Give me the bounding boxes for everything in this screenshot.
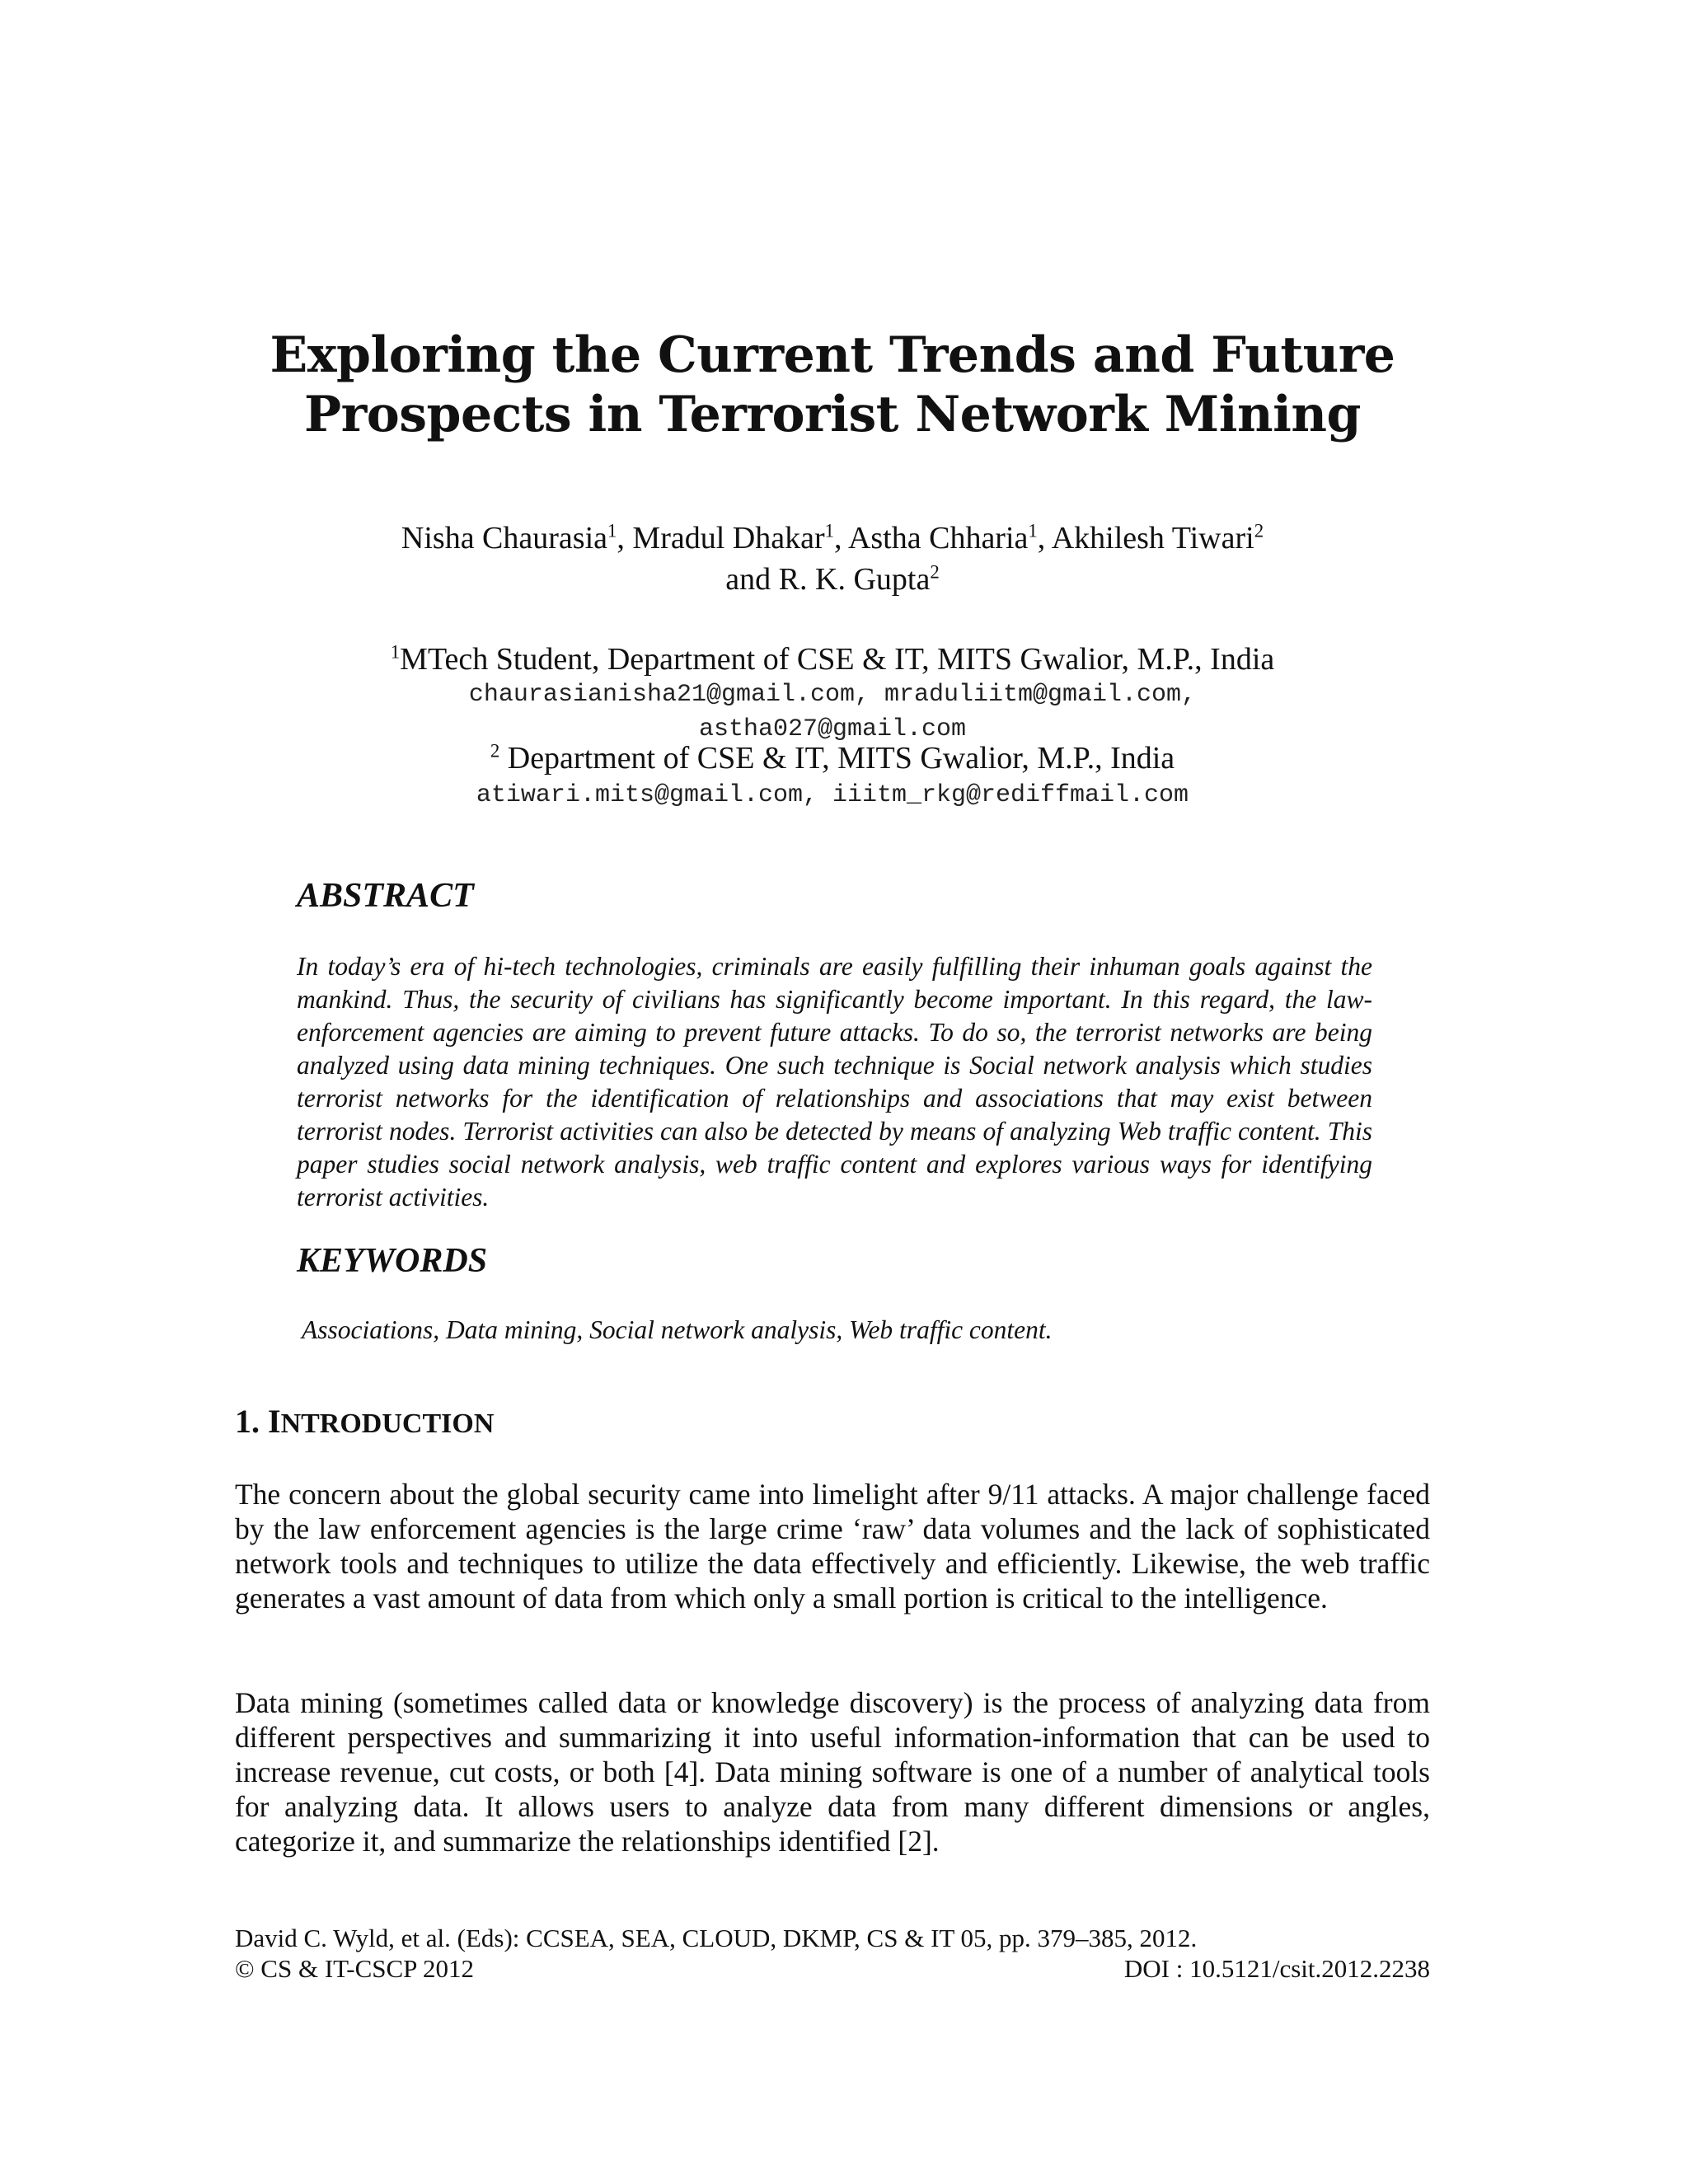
affiliation-1 [239, 641, 1426, 677]
author-affiliation-mark: 1 [1028, 520, 1038, 541]
author-affiliation-mark: 2 [1254, 520, 1264, 541]
introduction-heading-number: 1. I [235, 1403, 281, 1440]
email-line: astha027@gmail.com [698, 715, 967, 743]
footer-bottom-line [235, 1953, 1430, 1985]
author-name: Akhilesh Tiwari [1051, 521, 1254, 555]
author-list: Nisha Chaurasia$^1$, Mradul Dhakar$^1$, Astha Chharia$^1$, Akhilesh Tiwari$^2$ and R. K. Gupta$^2$ [401, 520, 1264, 597]
introduction-heading-rest: NTRODUCTION [280, 1408, 495, 1439]
author-name: R. K. Gupta [778, 562, 931, 597]
affiliation-text: Department of CSE & IT, MITS Gwalior, M.P., India [499, 741, 1175, 776]
introduction-paragraph-2: Data mining (sometimes called data or knowledge discovery) is the process of analyzing data from different perspectives and summarizing it into useful information-information that can be used to increase revenue, cut costs, or both [4]. Data mining software is one of a number of analytical tools for analyzing data. It allows users to analyze data from many different dimensions or angles, categorize it, and summarize the relationships identified [2]. [235, 1686, 1430, 1858]
affiliation-mark: 2 [490, 740, 500, 762]
keywords-heading: KEYWORDS [297, 1242, 488, 1280]
title-line-1: Exploring the Current Trends and Future [270, 326, 1395, 384]
author-name: Nisha Chaurasia [401, 521, 608, 555]
author-affiliation-mark: 1 [824, 520, 835, 541]
author-conjunction: and [725, 562, 771, 597]
affiliation-1-emails [239, 677, 1426, 747]
paper-title [239, 326, 1426, 444]
introduction-heading [235, 1401, 494, 1445]
affiliation-2 [239, 740, 1426, 776]
abstract-text: In today’s era of hi-tech technologies, criminals are easily fulfilling their inhuman goals against the mankind. Thus, the security of civilians has significantly become important. In this regard, the law-enforcement agencies are aiming to prevent future attacks. To do so, the terrorist networks are being analyzed using data mining techniques. One such technique is Social network analysis which studies terrorist networks for the identification of relationships and associations that may exist between terrorist nodes. Terrorist activities can also be detected by means of analyzing Web traffic content. This paper studies social network analysis, web traffic content and explores various ways for identifying terrorist activities. [297, 952, 1372, 1212]
email-line: chaurasianisha21@gmail.com, mraduliitm@gmail.com, [468, 681, 1197, 709]
affiliation-text: MTech Student, Department of CSE & IT, MITS Gwalior, M.P., India [400, 642, 1275, 677]
author-affiliation-mark: 1 [607, 520, 617, 541]
author-affiliation-mark: 2 [930, 561, 940, 583]
footer-citation: David C. Wyld, et al. (Eds): CCSEA, SEA, CLOUD, DKMP, CS & IT 05, pp. 379–385, 2012. [235, 1924, 1198, 1952]
affiliation-2-emails [239, 778, 1426, 813]
abstract-heading: ABSTRACT [297, 877, 474, 915]
introduction-paragraph-1: The concern about the global security came into limelight after 9/11 attacks. A major challenge faced by the law enforcement agencies is the large crime ‘raw’ data volumes and the lack of sophisticated network tools and techniques to utilize the data effectively and efficiently. Likewise, the web traffic generates a vast amount of data from which only a small portion is critical to the intelligence. [235, 1478, 1430, 1615]
email-line: atiwari.mits@gmail.com, iiitm_rkg@rediffmail.com [476, 781, 1189, 809]
author-name: Astha Chharia [847, 521, 1029, 555]
footer-doi: DOI : 10.5121/csit.2012.2238 [1123, 1954, 1430, 1983]
author-name: Mradul Dhakar [632, 521, 825, 555]
affiliation-mark: 1 [390, 641, 401, 663]
footer-copyright: © CS & IT-CSCP 2012 [235, 1954, 475, 1983]
keywords-text: Associations, Data mining, Social network analysis, Web traffic content. [302, 1315, 1053, 1344]
title-line-2: Prospects in Terrorist Network Mining [303, 386, 1362, 443]
